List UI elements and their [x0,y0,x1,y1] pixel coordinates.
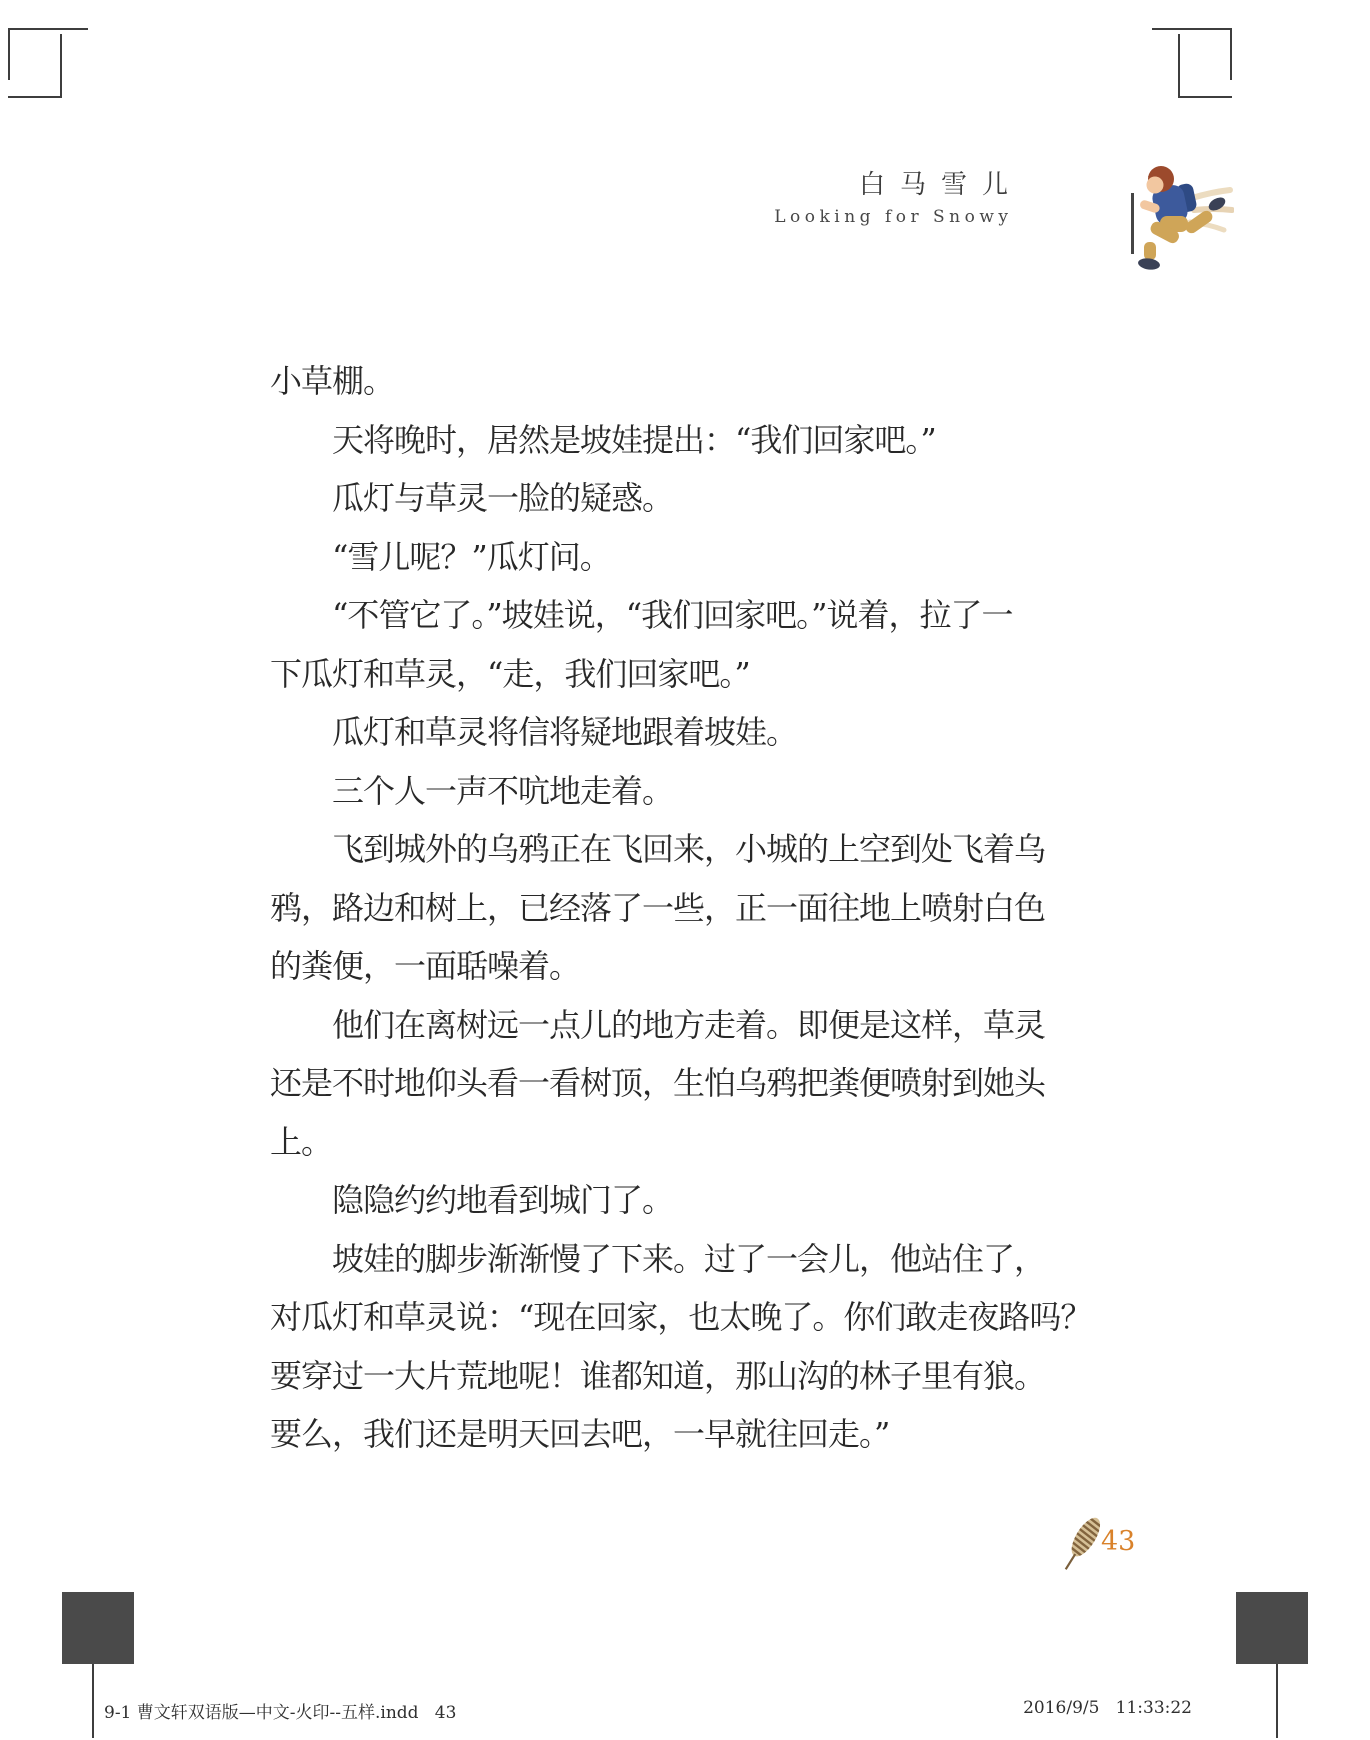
text-line: “不管它了。”坡娃说，“我们回家吧。”说着，拉了一 [332,596,1013,634]
text-line: 要么，我们还是明天回去吧，一早就往回走。” [270,1415,890,1453]
crop-mark-top-left [60,34,62,98]
text-line: “雪儿呢？”瓜灯问。 [332,537,611,576]
crop-mark-top-right [1178,34,1180,98]
crop-mark-bottom-left [92,1664,94,1738]
registration-square-bottom-left [62,1592,134,1664]
text-line: 对瓜灯和草灵说：“现在回家，也太晚了。你们敢走夜路吗？ [270,1298,1092,1336]
story-text-block [270,352,1092,1464]
crop-mark-top-right [1230,28,1232,80]
text-line: 还是不时地仰头看一看树顶，生怕乌鸦把粪便喷射到她头 [270,1064,1046,1102]
text-line: 瓜灯与草灵一脸的疑惑。 [332,479,674,517]
footer-filename: 9-1 曹文轩双语版—中文-火印--五样.indd 43 [104,1703,457,1723]
text-line: 天将晚时，居然是坡娃提出：“我们回家吧。” [332,420,936,459]
text-line: 坡娃的脚步渐渐慢了下来。过了一会儿，他站住了， [332,1239,1046,1278]
crop-mark-top-left [8,28,88,30]
chapter-title-english: Looking for Snowy [774,207,1013,227]
running-header [774,170,1023,227]
text-line: 下瓜灯和草灵，“走，我们回家吧。” [270,654,750,693]
text-line: 上。 [270,1122,333,1161]
running-boy-icon [1134,164,1234,278]
text-line: 鸦，路边和树上，已经落了一些，正一面往地上喷射白色 [270,888,1046,927]
crop-mark-top-left [8,96,62,98]
crop-mark-top-left [8,28,10,80]
running-boy-illustration [1134,164,1234,278]
text-line: 小草棚。 [270,362,395,400]
crop-mark-bottom-right [1276,1664,1278,1738]
text-line: 隐隐约约地看到城门了。 [332,1181,674,1219]
text-line: 三个人一声不吭地走着。 [332,771,674,810]
registration-square-bottom-right [1236,1592,1308,1664]
text-line: 的粪便，一面聒噪着。 [270,947,581,985]
text-line: 他们在离树远一点儿的地方走着。即便是这样，草灵 [332,1005,1046,1044]
footer-timestamp: 2016/9/5 11:33:22 [1023,1698,1192,1718]
page-number: 43 [1101,1526,1136,1557]
crop-mark-top-right [1152,28,1232,30]
chapter-title-chinese: 白马雪儿 [858,170,1023,200]
text-line: 瓜灯和草灵将信将疑地跟着坡娃。 [332,713,798,751]
crop-mark-top-right [1178,96,1232,98]
text-line: 要穿过一大片荒地呢！谁都知道，那山沟的林子里有狼。 [270,1356,1046,1395]
text-line: 飞到城外的乌鸦正在飞回来，小城的上空到处飞着乌 [332,830,1046,868]
